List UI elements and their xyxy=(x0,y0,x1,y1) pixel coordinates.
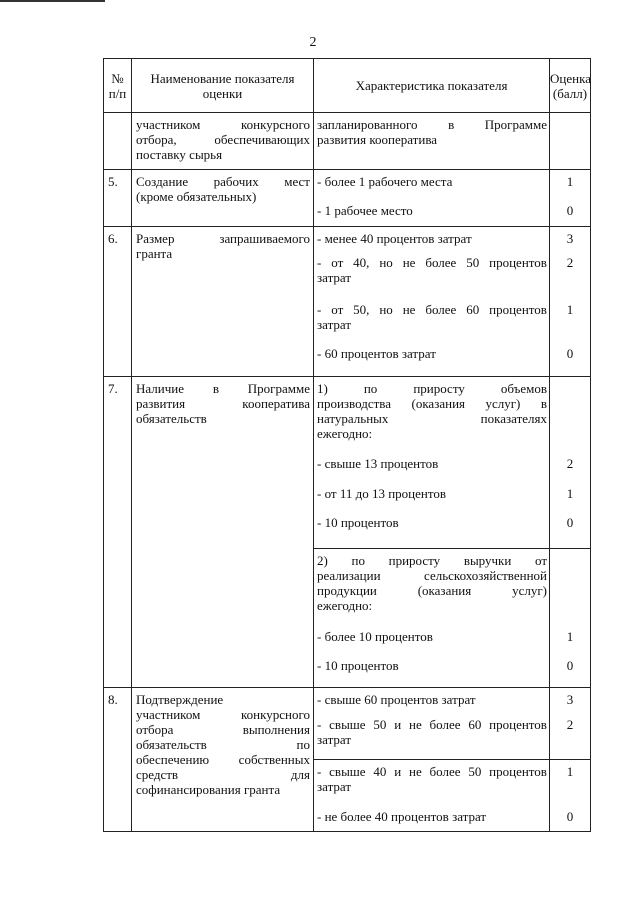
char-item: - от 11 до 13 процентов xyxy=(317,486,447,501)
score-value: 3 xyxy=(566,692,574,707)
header-name: Наименование показателя оценки xyxy=(132,59,314,113)
table-row xyxy=(104,113,591,170)
row-score xyxy=(550,688,591,760)
name-line: участником конкурсного xyxy=(136,117,310,132)
score-value: 1 xyxy=(566,486,574,501)
char-item: - от 40, но не более 50 процентов затрат xyxy=(317,255,547,285)
score-value: 1 xyxy=(566,302,574,317)
char-line: развития кооператива xyxy=(317,132,438,147)
header-score: Оценка (балл) xyxy=(550,59,591,113)
char-item: - 1 рабочее место xyxy=(317,203,413,218)
score-value: 1 xyxy=(566,174,574,189)
row-characteristic xyxy=(314,170,550,227)
row-num xyxy=(104,113,132,170)
char-item: - 10 процентов xyxy=(317,658,399,673)
table-row xyxy=(104,227,591,377)
name-line: отбора, обеспечивающих xyxy=(136,132,310,147)
row-name: Размер запрашиваемого гранта xyxy=(132,227,314,377)
row-characteristic-group-1 xyxy=(314,377,550,549)
char-item: - свыше 50 и не более 60 процентов затрат xyxy=(317,717,547,747)
char-item: - не более 40 процентов затрат xyxy=(317,809,487,824)
row-name: Подтверждение участником конкурсного отбора выполнения обязательств по обеспечению собственных средств для софинансирования гранта xyxy=(132,688,314,832)
row-characteristic xyxy=(314,113,550,170)
row-name: Наличие в Программе развития кооператива обязательств xyxy=(132,377,314,688)
score-value: 1 xyxy=(566,629,574,644)
char-item: - 60 процентов затрат xyxy=(317,346,436,361)
score-value: 0 xyxy=(566,515,574,530)
row-characteristic xyxy=(314,688,550,760)
row-num: 5. xyxy=(104,170,132,227)
row-characteristic xyxy=(314,227,550,377)
row-num: 8. xyxy=(104,688,132,832)
char-item: - менее 40 процентов затрат xyxy=(317,231,472,246)
char-item: - от 50, но не более 60 процентов затрат xyxy=(317,302,547,332)
char-item: - более 1 рабочего места xyxy=(317,174,453,189)
char-item: - свыше 40 и не более 50 процентов затрат xyxy=(317,764,547,794)
table-row xyxy=(104,170,591,227)
score-value: 0 xyxy=(566,346,574,361)
score-value: 0 xyxy=(566,809,574,824)
header-num: № п/п xyxy=(104,59,132,113)
char-item: - свыше 60 процентов затрат xyxy=(317,692,476,707)
score-value: 0 xyxy=(566,658,574,673)
table-row xyxy=(104,688,591,760)
score-value: 2 xyxy=(566,255,574,270)
row-num: 6. xyxy=(104,227,132,377)
row-name xyxy=(132,113,314,170)
name-line: поставку сырья xyxy=(136,147,223,162)
score-value: 2 xyxy=(566,717,574,732)
row-score xyxy=(550,760,591,832)
row-score xyxy=(550,227,591,377)
row-characteristic xyxy=(314,760,550,832)
row-characteristic-group-2 xyxy=(314,549,550,688)
table-header-row xyxy=(104,59,591,113)
group-heading: 2) по приросту выручки от реализации сельскохозяйственной продукции (оказания услуг) ежегодно: xyxy=(317,553,547,613)
char-line: запланированного в Программе xyxy=(317,117,547,132)
group-heading: 1) по приросту объемов производства (оказания услуг) в натуральных показателях ежегодно: xyxy=(317,381,547,441)
table-row xyxy=(104,377,591,549)
row-score xyxy=(550,113,591,170)
page-number: 2 xyxy=(309,35,317,50)
row-num: 7. xyxy=(104,377,132,688)
top-rule xyxy=(0,0,105,2)
score-value: 1 xyxy=(566,764,574,779)
char-item: - более 10 процентов xyxy=(317,629,433,644)
row-score xyxy=(550,170,591,227)
row-name: Создание рабочих мест (кроме обязательных) xyxy=(132,170,314,227)
row-score xyxy=(550,549,591,688)
char-item: - свыше 13 процентов xyxy=(317,456,439,471)
header-characteristic: Характеристика показателя xyxy=(314,59,550,113)
score-value: 0 xyxy=(566,203,574,218)
row-score xyxy=(550,377,591,549)
score-value: 3 xyxy=(566,231,574,246)
char-item: - 10 процентов xyxy=(317,515,399,530)
score-value: 2 xyxy=(566,456,574,471)
criteria-table xyxy=(103,58,591,832)
